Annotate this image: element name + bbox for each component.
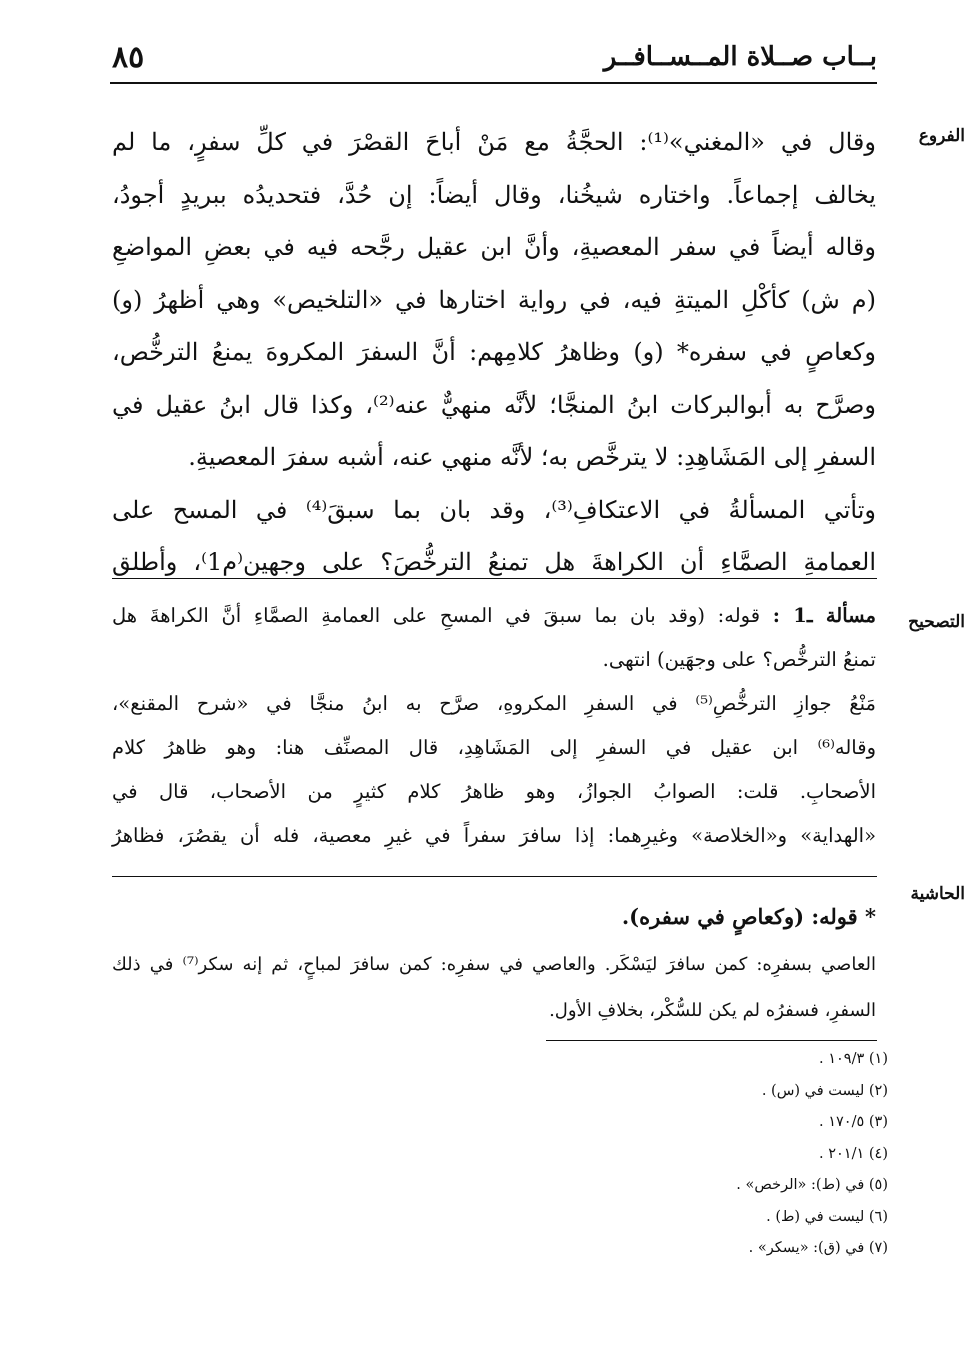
furu-line: العمامةِ الصمَّاءِ أن الكراهةَ هل تمنعُ الترخُّصَ؟ على وجهين⁽م1⁾، وأطلق [112, 548, 876, 576]
footnote: (٢) ليست في (س) . [761, 1082, 888, 1099]
hashiya-text [112, 892, 876, 1034]
furu-line: وصرَّح به أبوالبركات ابنُ المنجَّا؛ لأنَّه منهيٌّ عنه⁽²⁾، وكذا قال ابنُ عقيل في [112, 390, 876, 419]
tashih-line: الأصحابِ. قلت: الصوابُ الجوازُ، وهو ظاهرُ كلام كثيرٍ من الأصحاب، قال في [112, 780, 876, 803]
tashih-line [112, 594, 876, 638]
running-head: بــاب صــلاة المــســافــر [603, 42, 877, 72]
section-rule [112, 876, 877, 877]
footnote: (٥) في (ط): «الرخص» . [736, 1177, 888, 1193]
hashiya-title: * قوله: (وكعاصٍ في سفره). [621, 904, 876, 929]
footnote-rule [546, 1040, 877, 1041]
footnote: (٤) ٢٠١/١ . [818, 1145, 888, 1162]
furu-line: السفرِ إلى المَشَاهِدِ: لا يترخَّص به؛ لأنَّه منهي عنه، أشبه سفرَ المعصيةِ. [188, 443, 876, 471]
furu-line: يخالف إجماعاً. واختاره شيخُنا، وقال أيضاً: إن حُدَّ، فتحديدُه ببريدٍ أجودُ، [112, 180, 876, 209]
furu-line: وقال في «المغني»⁽¹⁾: الحجَّةُ مع مَنْ أباحَ القصْرَ في كلِّ سفرٍ، ما لم [112, 128, 876, 156]
footnote: (٣) ١٧٠/٥ . [818, 1114, 888, 1130]
furu-line: وقاله أيضاً في سفر المعصيةِ، وأنَّ ابن عقيل رجَّحه فيه في بعضِ المواضعِ [112, 233, 876, 261]
tashih-line: مَنْعُ جوازِ الترخُّصِ⁽⁵⁾ في السفرِ المكروهِ، صرَّح به ابنُ منجَّا في «شرح المقنع»، [112, 692, 876, 715]
tashih-line: تمنعُ الترخُّص؟ على وجهَين) انتهى. [602, 648, 876, 671]
furu-line: وكعاصٍ في سفره* (و) وظاهرُ كلامِهم: أنَّ السفرَ المكروهَ يمنعُ الترخُّص، [112, 338, 876, 366]
hashiya-line: العاصي بسفرِه: كمن سافرَ ليَسْكَر. والعاصي في سفرِه: كمن سافرَ لمباحٍ، ثم إنه سكر⁽⁷⁾ في ذلك [112, 954, 876, 975]
tashih-first-line: قوله: (وقد بان بما سبقَ في المسحِ على العمامةِ الصمَّاءِ أنَّ الكراهةَ هل [112, 604, 761, 627]
label-hashiya: الحاشية [910, 884, 965, 904]
footnote: (٧) في (ق): «يسكر» . [748, 1240, 888, 1256]
page-number: ٨٥ [112, 40, 145, 75]
header-rule [110, 82, 877, 84]
tashih-text [112, 594, 876, 858]
footnote: (١) ١٠٩/٣ . [818, 1051, 888, 1067]
section-rule [112, 578, 877, 579]
label-tashih: التصحيح [908, 612, 965, 632]
label-furu: الفروع [918, 126, 965, 146]
footnotes [500, 1044, 888, 1265]
furu-text [112, 116, 876, 589]
furu-line: وتأتي المسألةُ في الاعتكافِ⁽³⁾، وقد بان بما سبقَ⁽⁴⁾ في المسح على [112, 495, 876, 524]
tashih-line: «الهداية» و«الخلاصة» وغيرِهما: إذا سافرَ سفراً في غيرِ معصية، فله أن يقصُرَ، فظاهرُ [112, 824, 876, 847]
hashiya-line: السفرِ، فسفرُه لم يكن للسُّكْر، بخلافِ الأول. [549, 1000, 876, 1021]
mas-ala-label: مسألة ـ1 : [772, 604, 876, 627]
tashih-line: وقاله⁽⁶⁾ ابن عقيل في السفرِ إلى المَشَاهِدِ، قال المصنِّف هنا: وهو ظاهرُ كلام [112, 736, 876, 759]
furu-line: (م ش) كأكْلِ الميتةِ فيه، في رواية اختارها في «التلخيص» وهي أظهرُ (و) [112, 285, 876, 314]
footnote: (٦) ليست في (ط) . [766, 1208, 888, 1225]
